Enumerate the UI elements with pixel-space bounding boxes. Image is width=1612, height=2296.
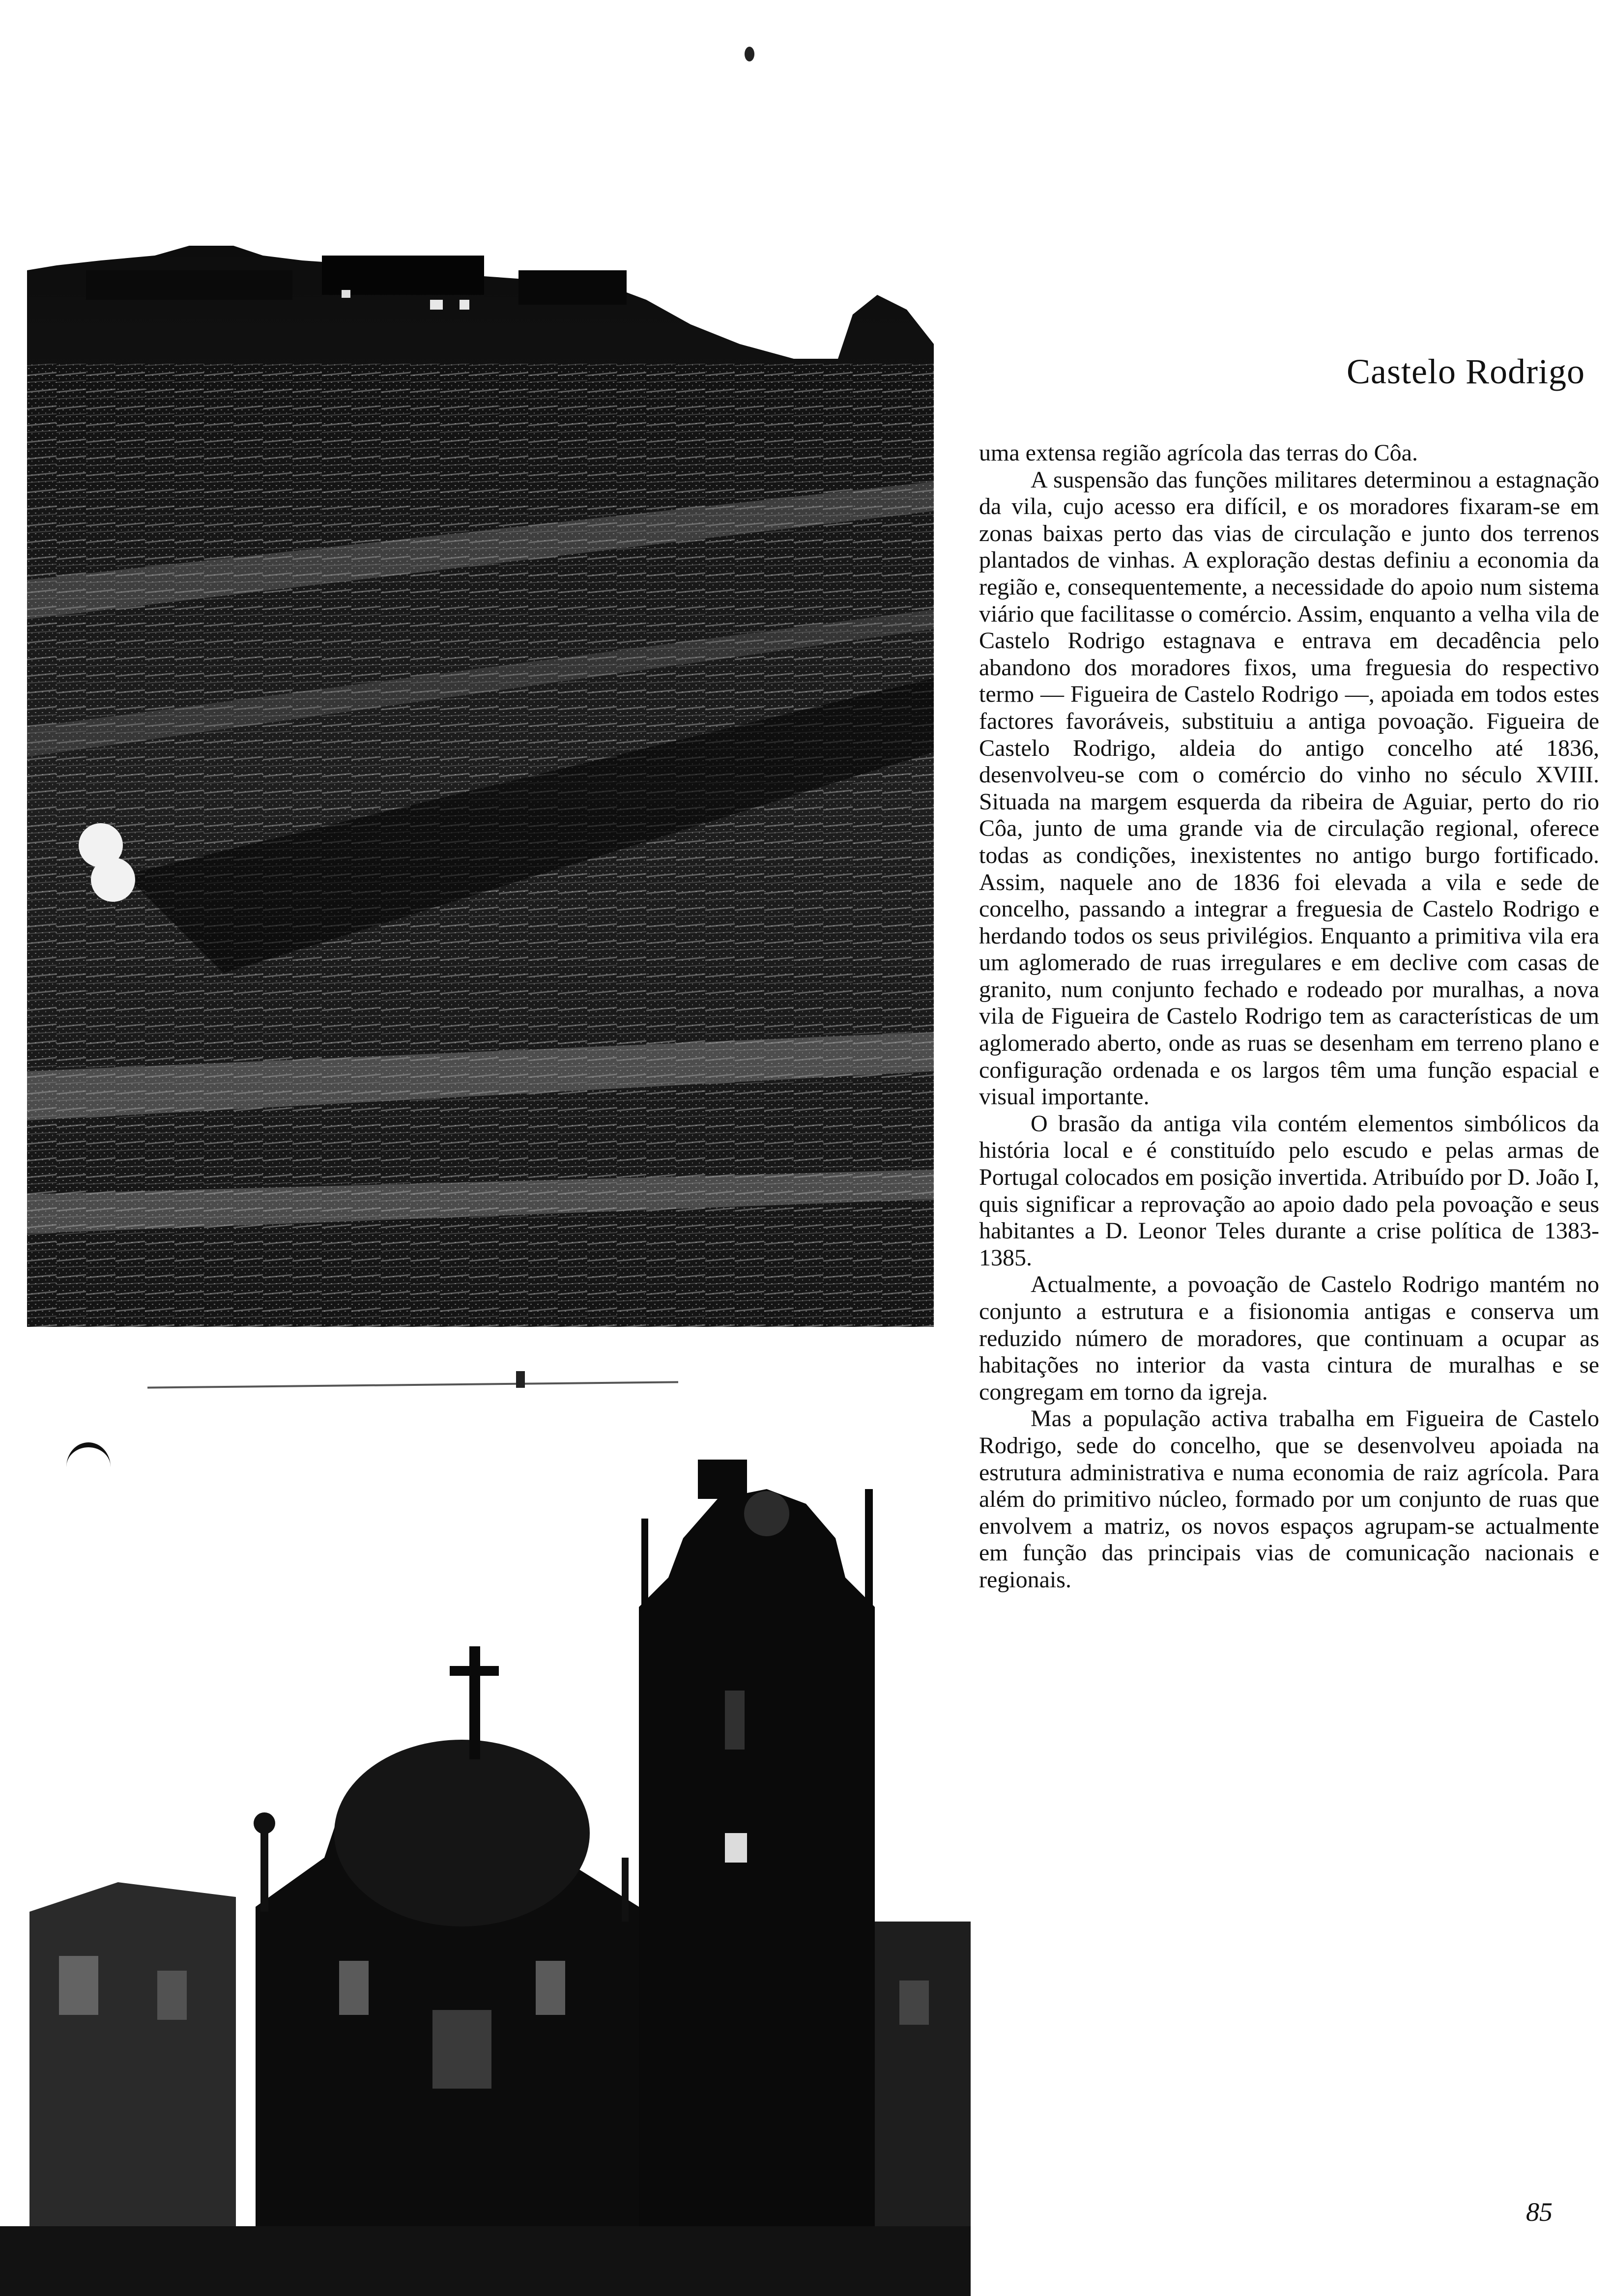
paragraph: uma extensa região agrícola das terras do Côa. [979,440,1418,466]
article-text [979,440,1599,1594]
hillside-village-photo [27,236,934,1327]
scan-mark [516,1371,525,1388]
paragraph: O brasão da antiga vila contém elementos simbólicos da história local e é constituído pelo escudo e pelas armas de Portugal colocados em posição invertida. Atribuído por D. João I, quis significar a reprovação ao apoio dado pela povoação e seus habitantes a D. Leonor Teles durante a crise política de 1383-1385. [979,1110,1599,1271]
scan-line [147,1381,678,1388]
church-facade-photo [0,1391,971,2296]
page-number: 85 [1526,2197,1553,2227]
page-heading: Castelo Rodrigo [1347,352,1585,391]
scan-arc [66,1442,111,1492]
paragraph: Actualmente, a povoação de Castelo Rodrigo mantém no conjunto a estrutura e a fisionomia antigas e conserva um reduzido número de moradores, que continuam a ocupar as habitações no interior da vasta cintura de muralhas e se congregam em torno da igreja. [979,1271,1599,1405]
paragraph: A suspensão das funções militares determinou a estagnação da vila, cujo acesso era difícil, e os moradores fixaram-se em zonas baixas perto das vias de circulação e junto dos terrenos plantados de vinhas. A exploração destas definiu a economia da região e, consequentemente, a necessidade do apoio num sistema viário que facilitasse o comércio. Assim, enquanto a velha vila de Castelo Rodrigo estagnava e entrava em decadência pelo abandono dos moradores fixos, uma freguesia do respectivo termo — Figueira de Castelo Rodrigo —, apoiada em todos estes factores favoráveis, substituiu a antiga povoação. Figueira de Castelo Rodrigo, aldeia do antigo concelho até 1836, desenvolveu-se com o comércio do vinho no século XVIII. Situada na margem esquerda da ribeira de Aguiar, perto do rio Côa, junto de uma grande via de circulação regional, oferece todas as condições, inexistentes no antigo burgo fortificado. Assim, naquele ano de 1836 foi elevada a vila e sede de concelho, passando a integrar a freguesia de Castelo Rodrigo e herdando todos os seus privilégios. Enquanto a primitiva vila era um aglomerado de ruas irregulares e em declive com casas de granito, num conjunto fechado e rodeado por muralhas, a nova vila de Figueira de Castelo Rodrigo tem as características de um aglomerado aberto, onde as ruas se desenham em terreno plano e configuração ordenada e os largos têm uma função espacial e visual importante. [979,466,1599,1110]
paragraph: Mas a população activa trabalha em Figueira de Castelo Rodrigo, sede do concelho, que se desenvolveu apoiada na estrutura administrativa e numa economia de raiz agrícola. Para além do primitivo núcleo, formado por um conjunto de ruas que envolvem a matriz, os novos espaços agrupam-se actualmente em função das principais vias de comunicação nacionais e regionais. [979,1406,1599,1593]
scan-mark [745,47,754,61]
